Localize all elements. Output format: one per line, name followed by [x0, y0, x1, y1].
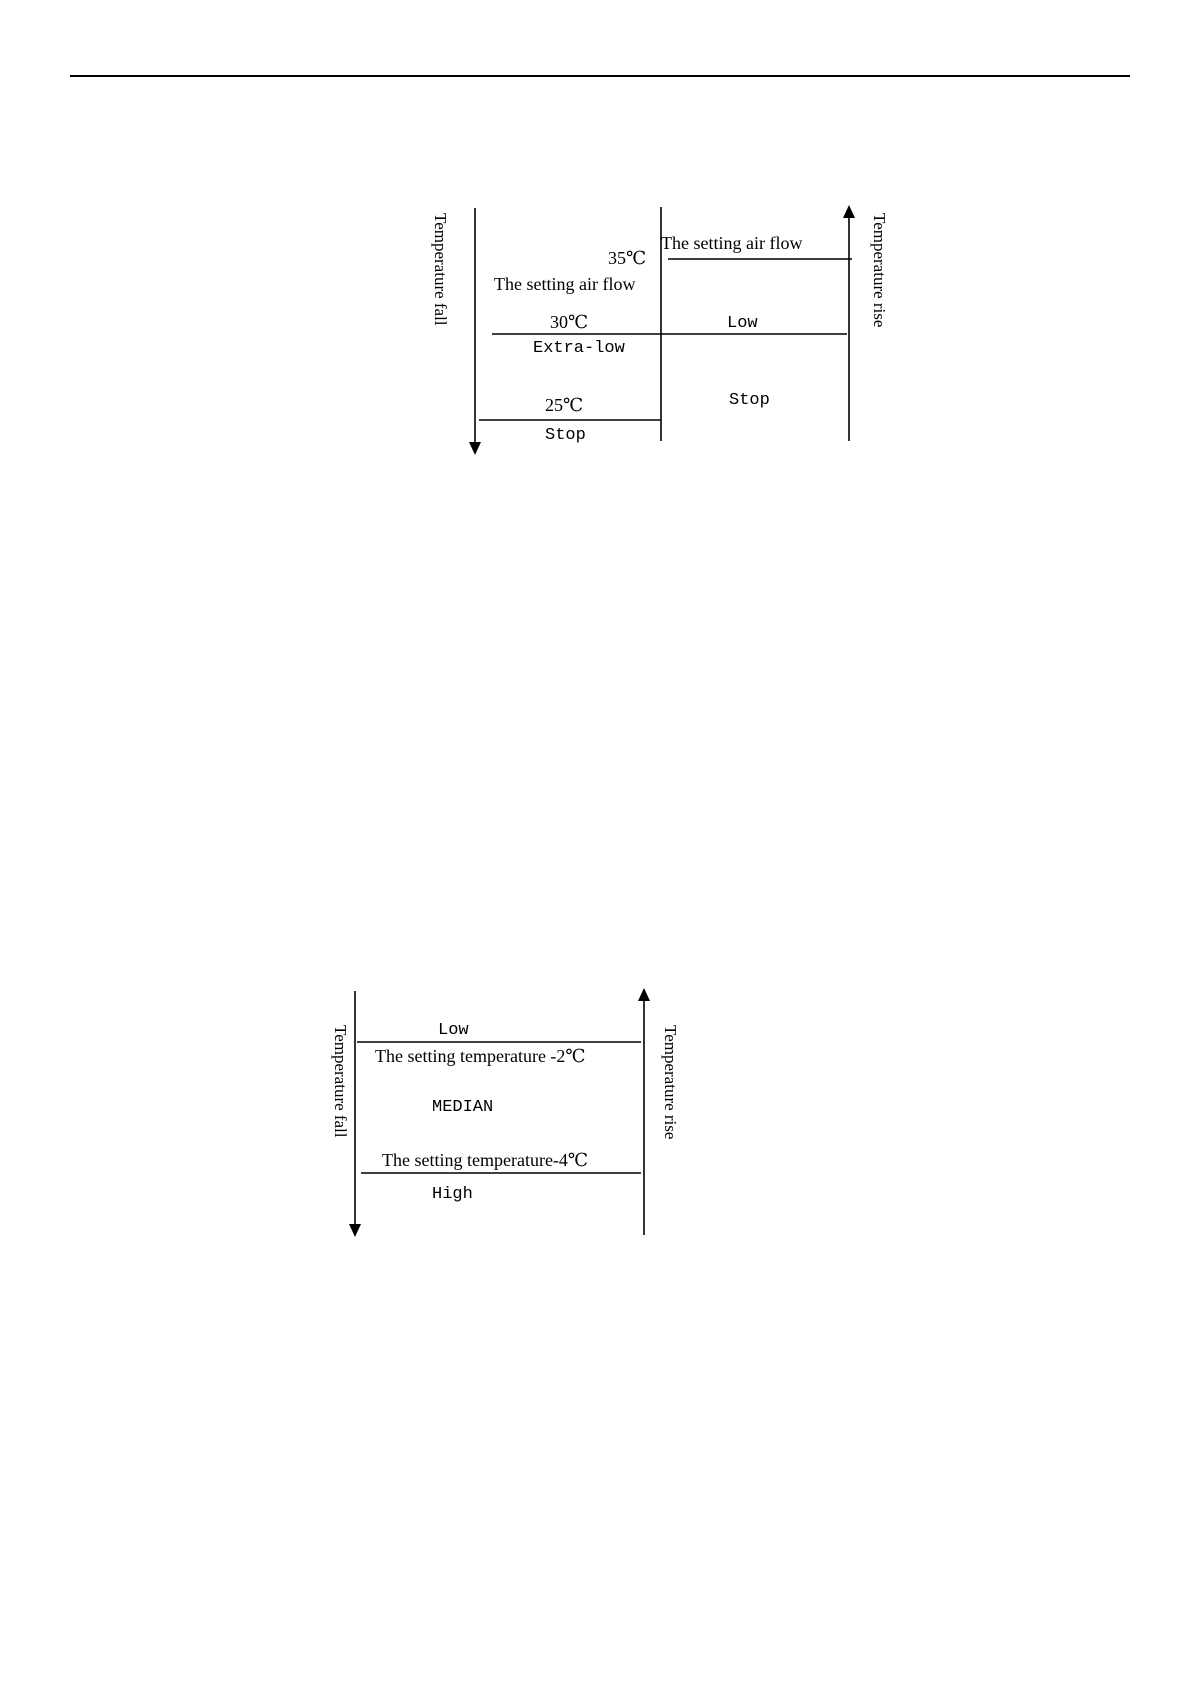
d2-rise-arrowhead	[638, 988, 650, 1001]
d2-fall-arrowhead	[349, 1224, 361, 1237]
d2-threshold-2: The setting temperature-4℃	[382, 1150, 589, 1170]
d1-fall-mid-label: Extra-low	[533, 339, 625, 358]
d1-temp-30: 30℃	[550, 312, 589, 332]
diagram-2	[331, 988, 680, 1237]
d2-rise-axis-label: Temperature rise	[661, 1025, 680, 1140]
d1-fall-axis-label: Temperature fall	[431, 213, 450, 326]
d2-threshold-1: The setting temperature -2℃	[375, 1046, 586, 1066]
diagram-1	[431, 205, 889, 455]
d1-rise-mid-label: Low	[727, 314, 758, 333]
d2-bottom-label: High	[432, 1185, 473, 1204]
d1-rise-top-label: The setting air flow	[661, 233, 803, 253]
d2-top-label: Low	[438, 1021, 469, 1040]
d2-fall-axis-label: Temperature fall	[331, 1025, 350, 1138]
d1-rise-arrowhead	[843, 205, 855, 218]
d1-fall-arrowhead	[469, 442, 481, 455]
d1-fall-low-label: Stop	[545, 426, 586, 445]
d1-rise-low-label: Stop	[729, 391, 770, 410]
d1-rise-axis-label: Temperature rise	[870, 213, 889, 328]
d1-temp-35: 35℃	[608, 248, 647, 268]
d1-fall-top-label: The setting air flow	[494, 274, 636, 294]
d1-temp-25: 25℃	[545, 395, 584, 415]
d2-middle-label: MEDIAN	[432, 1098, 494, 1117]
